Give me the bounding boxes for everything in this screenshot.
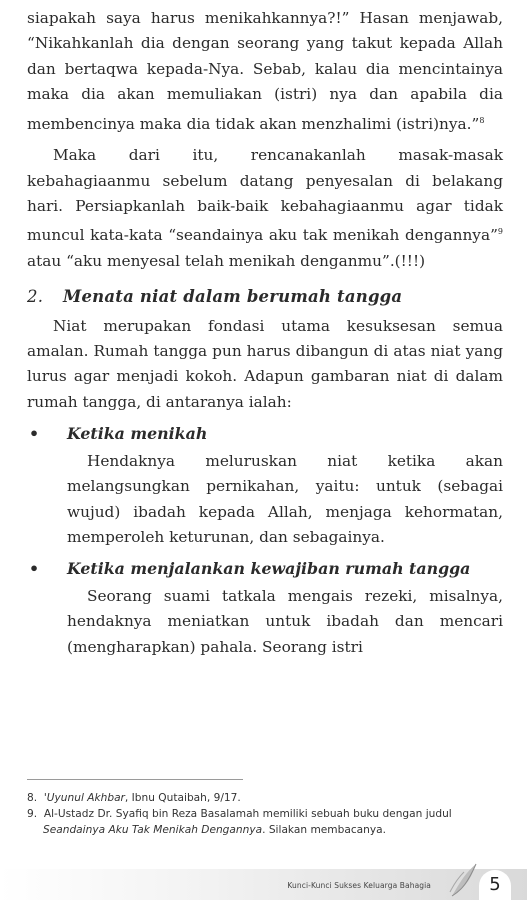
leaf-ornament-icon [448,862,480,898]
section-title: Menata niat dalam berumah tangga [63,287,403,307]
bullet-title-1: Ketika menikah [67,424,208,444]
body-text [27,6,503,660]
footnote-divider [27,779,243,780]
paragraph-5: Seorang suami tatkala mengais rezeki, misalnya, hendaknya meniatkan untuk ibadah dan mencari (mengharapkan) pahala. Seorang istri [67,586,503,656]
footnote-8: 8. 'Uyunul Akhbar, Ibnu Qutaibah, 9/17. [27,792,241,804]
paragraph-3: Niat merupakan fondasi utama kesuksesan semua amalan. Rumah tangga pun harus dibangun di atas niat yang lurus agar menjadi kokoh. Adapun gambaran niat di dalam rumah tangga, di antaranya ialah: [27,316,503,411]
bullet-item-2 [27,556,503,581]
footnote-ref-9[interactable]: 9 [497,227,503,237]
section-heading [27,284,503,309]
page-number: 5 [479,870,511,900]
footnote-ref-8[interactable]: 8 [479,115,485,125]
paragraph-1: siapakah saya harus menikahkannya?!” Hasan menjawab, “Nikahkanlah dia dengan seorang yang takut kepada Allah dan bertaqwa kepada-Nya. Sebab, kalau dia mencintainya maka dia akan memuliakan (istri) nya dan apabila dia membencinya maka dia tidak akan menzhalimi (istri)nya.”$^8$ [27,9,503,133]
paragraph-4: Hendaknya meluruskan niat ketika akan melangsungkan pernikahan, yaitu: untuk (sebagai wujud) ibadah kepada Allah, menjaga kehormatan, memperoleh keturunan, dan sebagainya. [67,451,503,546]
footnote-9: 9. Al-Ustadz Dr. Syafiq bin Reza Basalamah memiliki sebuah buku dengan judul Seandainya Aku Tak Menikah Dengannya. Silakan membacanya. [27,808,452,836]
bullet-item-1 [27,421,503,446]
paragraph-2: Maka dari itu, rencanakanlah masak-masak kebahagiaanmu sebelum datang penyesalan di belakang hari. Persiapkanlah baik-baik kebahagiaanmu agar tidak muncul kata-kata “seandainya aku tak menikah dengannya”$^9$ atau “aku menyesal telah menikah denganmu”.(!!!) [27,146,503,270]
bullet-icon: • [29,424,40,444]
bullet-icon: • [29,559,40,579]
section-number: 2. [27,287,44,307]
bullet-title-2: Ketika menjalankan kewajiban rumah tangga [67,559,471,579]
running-footer-title: Kunci-Kunci Sukses Keluarga Bahagia [287,881,431,890]
footnotes [27,790,505,838]
